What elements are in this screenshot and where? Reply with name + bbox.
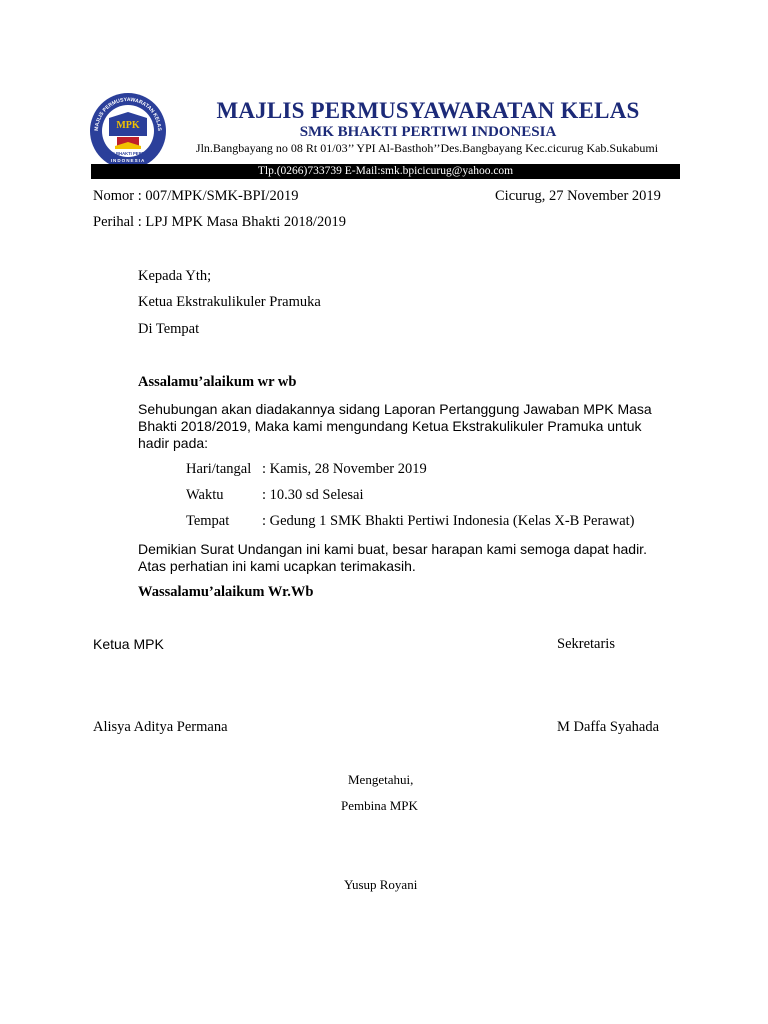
closing-paragraph: Demikian Surat Undangan ini kami buat, besar harapan kami semoga dapat hadir. Atas perhatian ini kami ucapkan terimakasih. [138, 541, 647, 574]
signature-right-name: M Daffa Syahada [557, 719, 660, 735]
detail-label: Waktu [186, 487, 224, 503]
detail-value: : Kamis, 28 November 2019 [262, 461, 427, 477]
contact-bar: Tlp.(0266)733739 E-Mail:smk.bpicicurug@yahoo.com [91, 164, 680, 179]
org-subtitle: SMK BHAKTI PERTIWI INDONESIA [299, 124, 557, 140]
greeting: Assalamu’alaikum wr wb [138, 374, 297, 390]
svg-text:INDONESIA: INDONESIA [110, 158, 146, 163]
advisor-name: Yusup Royani [344, 877, 418, 892]
svg-text:MAJLIS PERMUSYAWARATAN KELAS: MAJLIS PERMUSYAWARATAN KELAS [93, 96, 163, 132]
signature-left-name: Alisya Aditya Permana [93, 719, 228, 735]
recipient-line: Ketua Ekstrakulikuler Pramuka [138, 294, 321, 310]
letter-number: Nomor : 007/MPK/SMK-BPI/2019 [93, 188, 299, 204]
farewell: Wassalamu’alaikum Wr.Wb [138, 584, 314, 600]
signature-left-title: Ketua MPK [93, 636, 164, 652]
detail-value: : Gedung 1 SMK Bhakti Pertiwi Indonesia (Kelas X-B Perawat) [262, 513, 635, 529]
recipient-line: Di Tempat [138, 321, 200, 337]
mpk-logo-icon [89, 92, 167, 170]
advisor-title: Pembina MPK [341, 798, 418, 813]
svg-text:MPK: MPK [116, 120, 140, 131]
body-paragraph: Sehubungan akan diadakannya sidang Laporan Pertanggung Jawaban MPK Masa Bhakti 2018/2019, Maka kami mengundang Ketua Ekstrakulikuler Pramuka untuk hadir pada: [138, 401, 652, 451]
letter-date: Cicurug, 27 November 2019 [495, 188, 661, 204]
detail-value: : 10.30 sd Selesai [262, 487, 364, 503]
acknowledge-label: Mengetahui, [348, 772, 414, 787]
detail-label: Hari/tangal [186, 461, 252, 477]
org-title: MAJLIS PERMUSYAWARATAN KELAS [216, 98, 640, 123]
signature-right-title: Sekretaris [557, 636, 615, 652]
detail-label: Tempat [186, 513, 230, 529]
svg-text:SMK BHAKTI PERTIWI: SMK BHAKTI PERTIWI [105, 151, 151, 156]
recipient-line: Kepada Yth; [138, 268, 212, 284]
org-address: Jln.Bangbayang no 08 Rt 01/03’’ YPI Al-Basthoh’’Des.Bangbayang Kec.cicurug Kab.Sukabumi [195, 141, 659, 155]
letter-subject: Perihal : LPJ MPK Masa Bhakti 2018/2019 [93, 214, 346, 230]
